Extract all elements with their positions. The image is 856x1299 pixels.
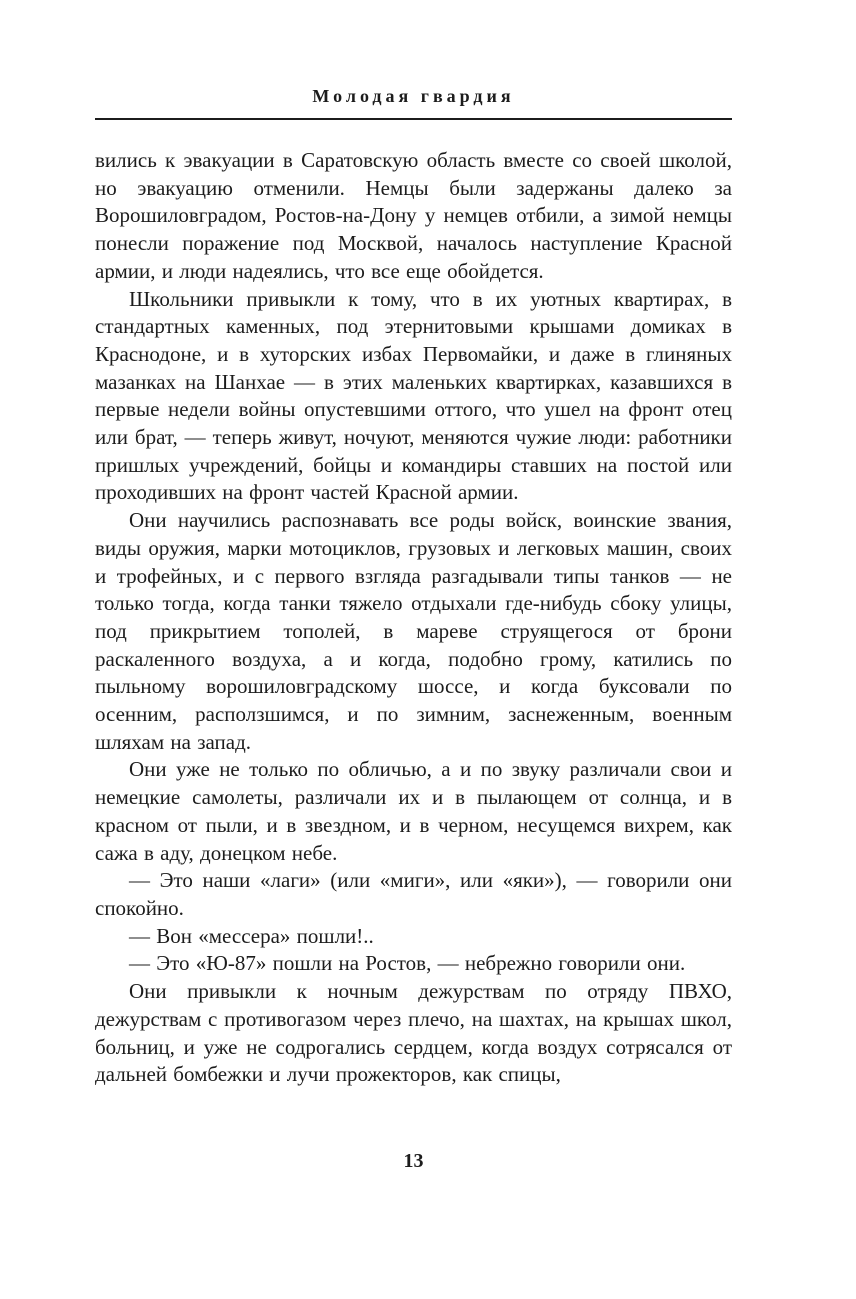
paragraph: Они уже не только по обличью, а и по звуку различали свои и немецкие самолеты, различали их и в пылающем от солнца, и в красном от пыли, и в звездном, и в черном, несущемся вихрем, как сажа в аду, донецком небе. [95, 757, 732, 865]
paragraph: Они научились распознавать все роды войск, воинские звания, виды оружия, марки мотоциклов, грузовых и легковых машин, своих и трофейных, и с первого взгляда разгадывали типы танков — не только тогда, когда танки тяжело отдыхали где-нибудь сбоку улицы, под прикрытием тополей, в мареве струящегося от брони раскаленного воздуха, а и когда, подобно грому, катились по пыльному ворошиловградскому шоссе, и когда буксовали по осенним, расползшимся, и по зимним, заснеженным, военным шляхам на запад. [95, 508, 732, 754]
running-head-title: Молодая гвардия [312, 86, 515, 106]
text-block [95, 86, 732, 1089]
paragraph: Школьники привыкли к тому, что в их уютных квартирах, в стандартных каменных, под этернитовыми крышами домиках в Краснодоне, и в хуторских избах Первомайки, и даже в глиняных мазанках на Шанхае — в этих маленьких квартирках, казавшихся в первые недели войны опустевшими оттого, что ушел на фронт отец или брат, — теперь живут, ночуют, меняются чужие люди: работники пришлых учреждений, бойцы и командиры ставших на постой или проходивших на фронт частей Красной армии. [95, 286, 732, 505]
paragraph: вились к эвакуации в Саратовскую область вместе со своей школой, но эвакуацию отменили. Немцы были задержаны далеко за Ворошиловградом, Ростов-на-Дону у немцев отбили, а зимой немцы понесли поражение под Москвой, началось наступление Красной армии, и люди надеялись, что все еще обойдется. [95, 148, 732, 283]
page-number: 13 [403, 1150, 424, 1172]
paragraph-dialogue: — Вон «мессера» пошли!.. [129, 923, 374, 948]
header-rule [95, 118, 732, 120]
body-text [95, 147, 732, 1089]
paragraph: Они привыкли к ночным дежурствам по отряду ПВХО, дежурствам с противогазом через плечо, на шахтах, на крышах школ, больниц, и уже не содрогались сердцем, когда воздух сотрясался от дальней бомбежки и лучи прожекторов, как спицы, [95, 979, 732, 1087]
paragraph-dialogue: — Это «Ю-87» пошли на Ростов, — небрежно говорили они. [129, 951, 686, 976]
paragraph-dialogue: — Это наши «лаги» (или «миги», или «яки»), — говорили они спокойно. [95, 868, 732, 920]
